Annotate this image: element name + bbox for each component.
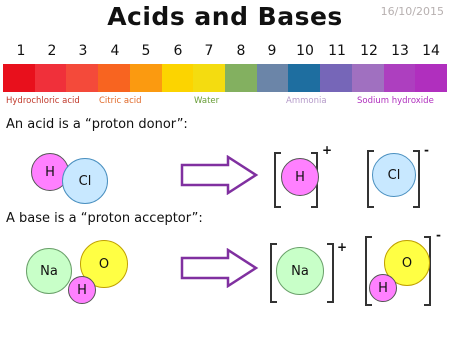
label-hydrochloric-acid: Hydrochloric acid: [6, 96, 80, 106]
bracket-left: [274, 152, 281, 208]
atom-symbol: Na: [40, 263, 58, 279]
ph-swatch: [162, 64, 194, 92]
ph-swatch: [35, 64, 67, 92]
ph-swatch: [352, 64, 384, 92]
ph-number: 4: [110, 43, 120, 59]
ph-swatch: [415, 64, 447, 92]
arrow-shape: [182, 250, 256, 286]
ph-swatch: [193, 64, 225, 92]
ph-swatch: [320, 64, 352, 92]
product-atom-h: [369, 274, 397, 302]
ph-swatch: [288, 64, 320, 92]
label-citric-acid: Citric acid: [99, 96, 142, 106]
atom-symbol: H: [77, 282, 87, 298]
arrow-shape: [182, 157, 256, 193]
product-atom-na: [276, 247, 324, 295]
charge-plus: +: [337, 240, 348, 254]
product-atom-cl: [372, 153, 416, 197]
base-atom-na: [26, 248, 72, 294]
charge-minus: -: [436, 228, 441, 242]
ph-swatch: [225, 64, 257, 92]
acid-atom-cl: [62, 158, 108, 204]
ph-number: 10: [296, 43, 314, 59]
ph-number: 6: [173, 43, 183, 59]
ph-number: 7: [204, 43, 214, 59]
label-sodium-hydroxide: Sodium hydroxide: [357, 96, 434, 106]
ph-swatch: [98, 64, 130, 92]
base-arrow: [180, 248, 260, 288]
ph-number: 14: [422, 43, 440, 59]
ph-number: 2: [47, 43, 57, 59]
ph-swatch: [384, 64, 416, 92]
ph-swatch: [66, 64, 98, 92]
atom-symbol: O: [401, 255, 413, 271]
ph-color-bar: [3, 64, 447, 92]
ph-number: 9: [267, 43, 277, 59]
ph-number: 13: [391, 43, 409, 59]
atom-symbol: O: [98, 256, 110, 272]
ph-number: 11: [328, 43, 346, 59]
ph-swatch: [3, 64, 35, 92]
charge-plus: +: [322, 143, 333, 157]
bracket-right: [327, 243, 334, 303]
ph-swatch: [130, 64, 162, 92]
ph-number: 5: [141, 43, 151, 59]
ph-number: 8: [236, 43, 246, 59]
base-statement: A base is a “proton acceptor”:: [6, 211, 203, 226]
atom-symbol: Na: [291, 263, 309, 279]
label-water: Water: [194, 96, 220, 106]
atom-symbol: H: [295, 169, 305, 185]
atom-symbol: Cl: [387, 167, 401, 183]
ph-number: 1: [16, 43, 26, 59]
charge-minus: -: [424, 143, 429, 157]
atom-symbol: H: [378, 280, 388, 296]
product-atom-h: [281, 158, 319, 196]
ph-numbers: [0, 43, 450, 63]
label-ammonia: Ammonia: [286, 96, 327, 106]
atom-symbol: H: [45, 164, 55, 180]
acid-statement: An acid is a “proton donor”:: [6, 117, 188, 132]
base-atom-h: [68, 276, 96, 304]
ph-number: 12: [360, 43, 378, 59]
atom-symbol: Cl: [78, 173, 92, 189]
page-title: Acids and Bases: [107, 2, 343, 31]
ph-number: 3: [78, 43, 88, 59]
date-label: 16/10/2015: [380, 5, 444, 18]
acid-arrow: [180, 155, 260, 195]
ph-swatch: [257, 64, 289, 92]
